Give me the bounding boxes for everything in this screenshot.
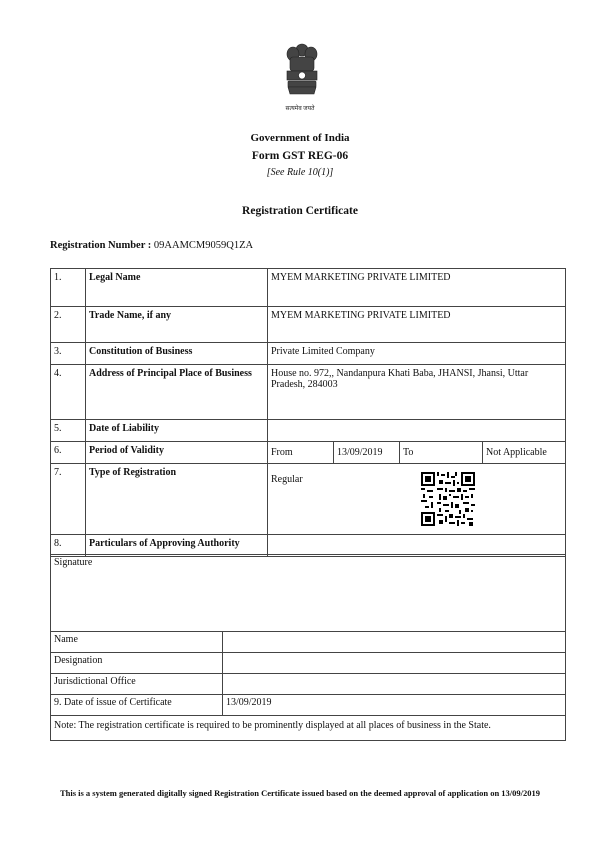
row-number: 1.: [51, 269, 86, 307]
name-label: Name: [51, 632, 223, 653]
table-row: [51, 365, 566, 420]
registration-number-value: 09AAMCM9059Q1ZA: [153, 240, 254, 251]
rule-reference: [See Rule 10(1)]: [266, 167, 334, 178]
table-row: [51, 632, 566, 653]
table-row: [51, 464, 566, 535]
row-number: 3.: [51, 343, 86, 365]
designation-label: Designation: [51, 653, 223, 674]
row-label: Address of Principal Place of Business: [86, 365, 268, 420]
row-number: 6.: [51, 442, 86, 464]
table-row: [51, 420, 566, 442]
issue-date-value: 13/09/2019: [223, 695, 566, 716]
registration-details-table: [50, 268, 566, 557]
jurisdictional-office-label: Jurisdictional Office: [51, 674, 223, 695]
row-number: 7.: [51, 464, 86, 535]
table-row: [51, 674, 566, 695]
form-title: Form GST REG-06: [251, 150, 349, 162]
table-row: [51, 343, 566, 365]
validity-cell: [268, 442, 566, 464]
constitution-value: Private Limited Company: [268, 343, 566, 365]
validity-to-label: To: [400, 442, 483, 463]
emblem-motto: सत्यमेव जयते: [285, 106, 315, 112]
jurisdictional-office-value: [223, 674, 566, 695]
row-label: Constitution of Business: [86, 343, 268, 365]
table-row: [51, 442, 566, 464]
signature-row: [51, 555, 566, 632]
address-value: House no. 972,, Nandanpura Khati Baba, JHANSI, Jhansi, Uttar Pradesh, 284003: [268, 365, 566, 420]
legal-name-value: MYEM MARKETING PRIVATE LIMITED: [268, 269, 566, 307]
row-number: 5.: [51, 420, 86, 442]
issue-date-label: 9. Date of issue of Certificate: [51, 695, 223, 716]
qr-code-icon: [421, 472, 475, 526]
row-label: Type of Registration: [86, 464, 268, 535]
row-label: Trade Name, if any: [86, 307, 268, 343]
registration-number-label: Registration Number :: [50, 240, 152, 251]
name-value: [223, 632, 566, 653]
display-note: Note: The registration certificate is required to be prominently displayed at all places of business in the State.: [51, 716, 566, 741]
validity-from-value: 13/09/2019: [334, 442, 400, 463]
registration-number: [50, 240, 253, 251]
row-number: 8.: [51, 535, 86, 557]
row-label: Particulars of Approving Authority: [86, 535, 268, 557]
row-number: 4.: [51, 365, 86, 420]
row-label: Legal Name: [86, 269, 268, 307]
government-heading: Government of India: [250, 132, 350, 144]
row-label: Period of Validity: [86, 442, 268, 464]
validity-to-value: Not Applicable: [486, 447, 547, 458]
designation-value: [223, 653, 566, 674]
row-label: Date of Liability: [86, 420, 268, 442]
validity-from-label: From: [268, 442, 334, 463]
table-row: [51, 307, 566, 343]
table-row: [51, 695, 566, 716]
certificate-title: Registration Certificate: [242, 205, 358, 217]
system-generated-footer: This is a system generated digitally signed Registration Certificate issued based on the deemed approval of application on 13/09/2019: [59, 788, 541, 798]
table-row: [51, 269, 566, 307]
table-row: [51, 716, 566, 741]
table-row: [51, 653, 566, 674]
trade-name-value: MYEM MARKETING PRIVATE LIMITED: [268, 307, 566, 343]
row-number: 2.: [51, 307, 86, 343]
registration-type-value: Regular: [268, 464, 566, 535]
signature-table: [50, 554, 566, 741]
liability-date-value: [268, 420, 566, 442]
national-emblem-icon: [282, 42, 322, 100]
signature-label: Signature: [51, 555, 566, 632]
